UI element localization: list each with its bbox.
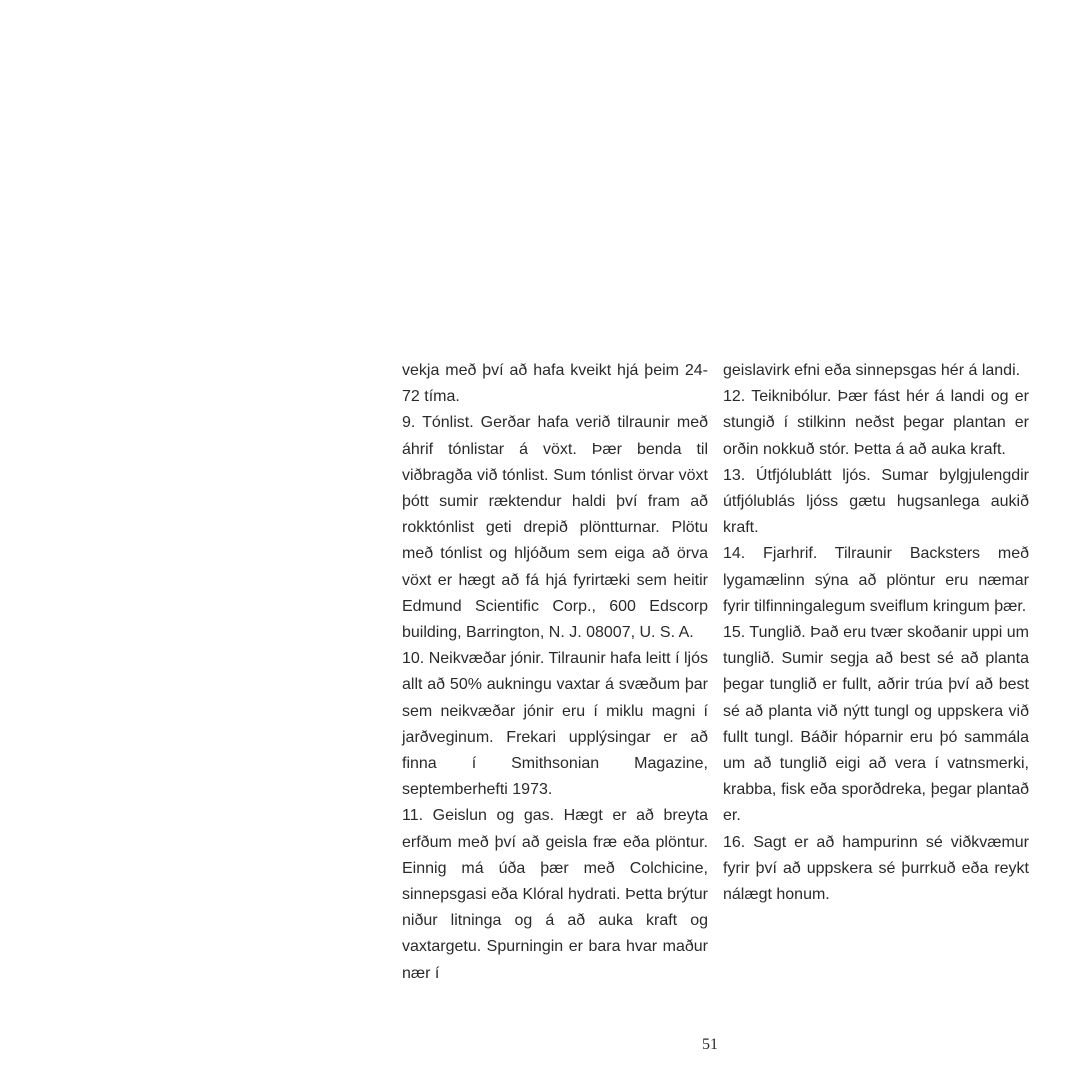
paragraph-item-12: 12. Teiknibólur. Þær fást hér á landi og er stungið í stilkinn neðst þegar plantan er orðin nokkuð stór. Þetta á að auka kraft. [723, 388, 1029, 458]
paragraph-item-14: 14. Fjarhrif. Tilraunir Backsters með lygamælinn sýna að plöntur eru næmar fyrir tilfinningalegum sveiflum kringum þær. [723, 545, 1029, 615]
paragraph-item-15: 15. Tunglið. Það eru tvær skoðanir uppi um tunglið. Sumir segja að best sé að planta þegar tunglið er fullt, aðrir trúa því að best sé að planta við nýtt tungl og uppskera við fullt tungl. Báðir hóparnir eru þó sammála um að tunglið eigi að vera í vatnsmerki, krabba, fisk eða sporðdreka, þegar plantað er. [723, 624, 1029, 825]
paragraph-continuation: vekja með því að hafa kveikt hjá þeim 24-72 tíma. [402, 362, 708, 406]
right-text-column [723, 358, 1029, 908]
paragraph-item-16: 16. Sagt er að hampurinn sé viðkvæmur fyrir því að uppskera sé þurrkuð eða reykt nálægt honum. [723, 833, 1029, 904]
page-number: 51 [702, 1036, 718, 1053]
paragraph-continuation: geislavirk efni eða sinnepsgas hér á landi. [723, 362, 1021, 379]
paragraph-item-10: 10. Neikvæðar jónir. Tilraunir hafa leitt í ljós allt að 50% aukningu vaxtar á svæðum þar sem neikvæðar jónir eru í miklu magni í jarðveginum. Frekari upplýsingar er að finna í Smithsonian Magazine, septemberhefti 1973. [402, 650, 708, 799]
paragraph-item-13: 13. Útfjólublátt ljós. Sumar bylgjulengdir útfjólublás ljóss gætu hugsanlega aukið kraft. [723, 466, 1029, 537]
paragraph-item-11: 11. Geislun og gas. Hægt er að breyta erfðum með því að geisla fræ eða plöntur. Einnig má úða þær með Colchicine, sinnepsgasi eða Klóral hydrati. Þetta brýtur niður litninga og á að auka kraft og vaxtargetu. Spurningin er bara hvar maður nær í [402, 807, 708, 982]
paragraph-item-9: 9. Tónlist. Gerðar hafa verið tilraunir með áhrif tónlistar á vöxt. Þær benda til viðbragða við tónlist. Sum tónlist örvar vöxt þótt sumir ræktendur haldi því fram að rokktónlist geti drepið plöntturnar. Plötu með tónlist og hljóðum sem eiga að örva vöxt er hægt að fá hjá fyrirtæki sem heitir Edmund Scientific Corp., 600 Edscorp building, Barrington, N. J. 08007, U. S. A. [402, 414, 708, 642]
left-text-column [402, 358, 708, 987]
